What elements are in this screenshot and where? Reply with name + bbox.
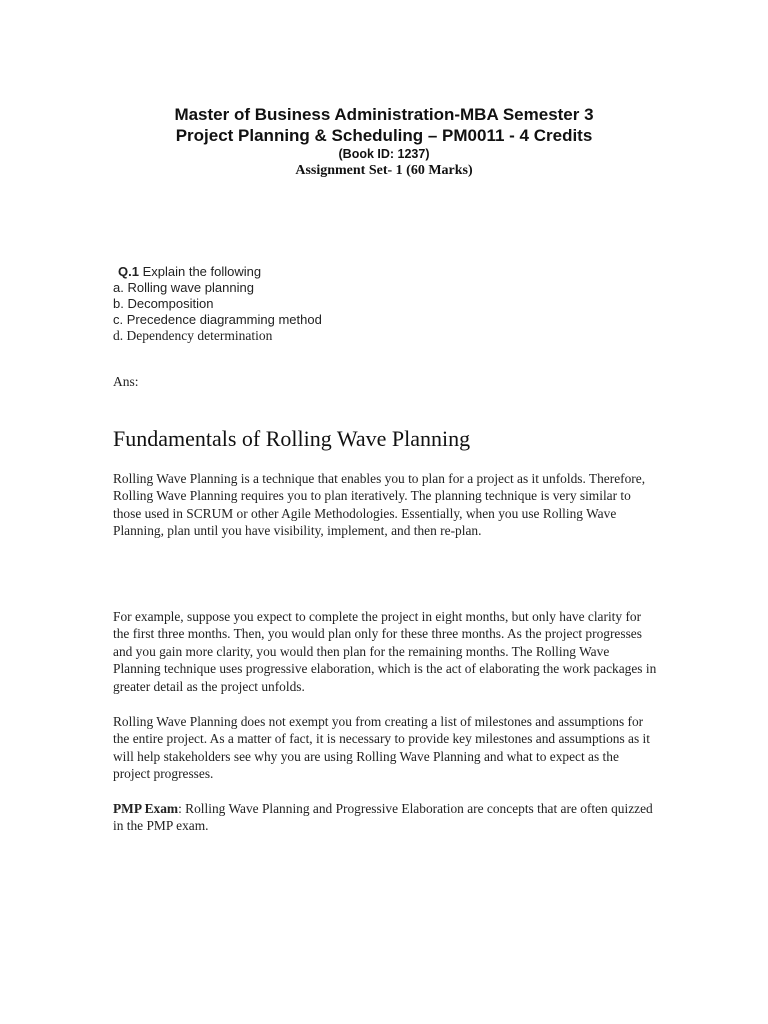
- answer-label: Ans:: [113, 374, 139, 389]
- question-heading: [113, 264, 673, 280]
- pmp-exam-label: PMP Exam: [113, 801, 179, 816]
- question-item: c. Precedence diagramming method: [113, 312, 322, 327]
- section-title: Fundamentals of Rolling Wave Planning: [113, 426, 471, 451]
- paragraph: Rolling Wave Planning is a technique that enables you to plan for a project as it unfolds. Therefore, Rolling Wave Planning requires you to plan iteratively. The planning technique is very similar to those used in SCRUM or other Agile Methodologies. Essentially, when you use Rolling Wave Planning, plan until you have visibility, implement, and then re-plan.: [113, 471, 646, 539]
- program-title: Master of Business Administration-MBA Semester 3: [174, 105, 594, 124]
- assignment-set: Assignment Set- 1 (60 Marks): [295, 163, 473, 178]
- book-id: (Book ID: 1237): [338, 147, 430, 161]
- question-number: Q.1: [118, 264, 139, 279]
- course-title: Project Planning & Scheduling – PM0011 - 4 Credits: [175, 126, 593, 145]
- paragraph: Rolling Wave Planning does not exempt you from creating a list of milestones and assumptions for the entire project. As a matter of fact, it is necessary to provide key milestones and assumptions as it will help stakeholders see why you are using Rolling Wave Planning and what to expect as the project progresses.: [113, 714, 650, 782]
- paragraph: For example, suppose you expect to complete the project in eight months, but only have clarity for the first three months. Then, you would plan only for these three months. As the project progresses and you gain more clarity, you would then plan for the remaining months. The Rolling Wave Planning technique uses progressive elaboration, which is the act of elaborating the work packages in greater detail as the project unfolds.: [113, 609, 657, 694]
- question-item: b. Decomposition: [113, 296, 214, 311]
- question-block: [113, 264, 673, 344]
- question-item: d. Dependency determination: [113, 328, 273, 343]
- question-item: a. Rolling wave planning: [113, 280, 254, 295]
- question-prompt: Explain the following: [138, 264, 262, 279]
- paragraph: [113, 800, 658, 835]
- pmp-exam-text: : Rolling Wave Planning and Progressive Elaboration are concepts that are often quizzed in the PMP exam.: [113, 801, 653, 834]
- document-header: [0, 104, 768, 179]
